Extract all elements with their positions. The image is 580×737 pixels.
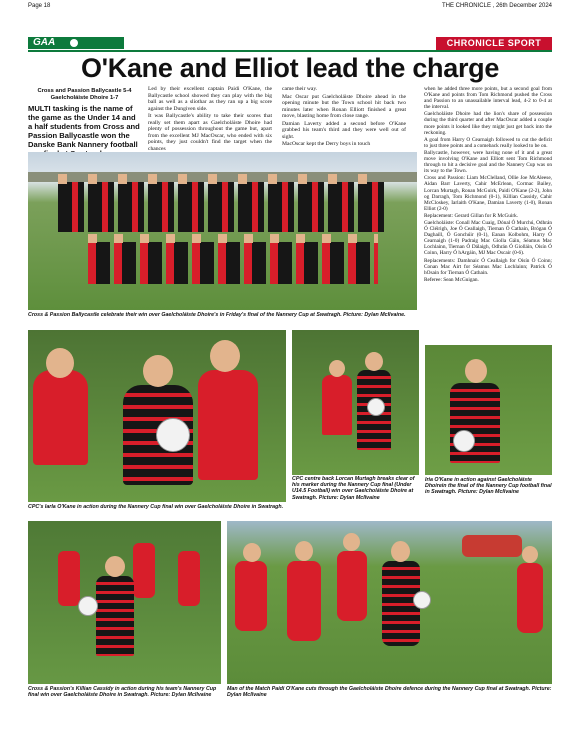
paragraph: Damian Laverty added a second before O'Kane grabbed his team's third and they were well out of sight. <box>282 120 406 140</box>
iarla2-caption: Iria O'Kane in action against Gaelcholáiste Dhoirein the final of the Nannery Cup football final in Swatragh. Picture: Dylan McIlvaine <box>425 477 552 496</box>
player-2 <box>287 561 321 641</box>
result-home: Cross and Passion Ballycastle 5-4 <box>37 88 132 94</box>
player-head <box>210 340 240 372</box>
ball-icon <box>70 39 78 47</box>
lorcan-photo <box>292 330 419 475</box>
page-number: Page 18 <box>28 3 51 9</box>
paragraph: Referee: Sean McGuigan. <box>424 276 479 283</box>
team-faces-back <box>58 174 388 184</box>
player-head <box>46 348 74 378</box>
player-head <box>105 556 125 577</box>
football <box>367 398 385 416</box>
player-head <box>365 352 383 371</box>
paragraph: MacOscar kept the Derry boys in touch <box>282 141 371 147</box>
player-bg <box>133 543 155 598</box>
team-back-row <box>58 182 388 232</box>
team-photo <box>28 152 417 310</box>
player-bg <box>58 551 80 606</box>
player-head <box>243 543 261 562</box>
football <box>453 430 475 452</box>
football <box>78 596 98 616</box>
paper-dateline: THE CHRONICLE , 26th December 2024 <box>441 3 552 9</box>
paragraph: It was Ballycastle's ability to take their scores that really set them apart as Gaelcholáiste Dhoire had plenty of possession throughout the game but, apart from the excellent MJ MacOscar, who ended with six points, they just couldn't find the target when the chances <box>148 113 272 152</box>
player-right <box>198 370 258 480</box>
paragraph: came their way. <box>282 86 318 92</box>
section-label: GAA <box>33 37 56 48</box>
lorcan-caption: CPC centre back Lorcan Murtagh breaks clear of his marker during the Nannery Cup final (Under U14.5 Football) win over Gaelcholáiste Dhoire at Swatragh. Picture: Dylan McIlvaine <box>292 476 415 501</box>
player-main <box>96 576 134 656</box>
player-bg <box>178 551 200 606</box>
player-head <box>295 541 313 561</box>
result-away: Gaelcholáiste Dhoire 1-7 <box>50 94 119 101</box>
paragraph: when he added three more points, but a second goal from O'Kane and points from Tom Richmond pushed the Cross and Passion to an unassailable interval lead, 4-2 to 0-4 at the interval. <box>424 86 552 111</box>
paragraph: Cross and Passion: Liam McClelland, Ollie Joe McAleese, Aidan Barr Laverty, Cahir McErlean, Cormac Bailey, Lorcan Murtagh, Ronan McGuirk, Paidi O'Kane (2-2), John og Darragh, Tom Richmond (0-1), Killian Cassidy, Cahir McCloskey, Iarlaith O'Kane, Damian Laverty (1-0), Ronan Elliot (2-0) <box>424 175 552 212</box>
team-caption: Cross & Passion Ballycastle celebrate their win over Gaelcholáiste Dhoire's in Friday's final of the Nannery Cup at Swatragh. Picture: Dylan McIlvaine. <box>28 312 406 318</box>
car <box>462 535 522 557</box>
brand-badge: CHRONICLE SPORT <box>436 37 552 50</box>
paragraph: Ballycastle, however, were having none of it and a great move involving O'Kane and Elliott sent Tom Richmond through to hit a decisive goal and the Nannery Cup was on its way to the Town. <box>424 149 552 175</box>
article-column-4 <box>424 86 552 284</box>
player-head <box>391 541 410 562</box>
paidi-photo <box>227 521 552 684</box>
player-head <box>143 355 173 387</box>
article-column-2 <box>148 86 272 153</box>
player-head <box>329 360 345 377</box>
iarla2-photo <box>425 345 552 475</box>
intro-paragraph: MULTI tasking is the name of the game as the Under 14 and a half students from Cross and Passion Ballycastle won the Danske Bank Nannery football <box>28 104 140 149</box>
killian-photo <box>28 521 221 684</box>
paragraph: Mac Oscar put Gaelcholáiste Dhoire ahead in the opening minute but the Town school hit back two minutes later when Ronan Elliott finished a great move, blasting home from close range. <box>282 93 406 119</box>
team-front-row <box>88 242 378 284</box>
killian-caption: Cross & Passion's Killian Cassidy in action during his team's Nannery Cup final win over Gaelcholáiste Dhoire in Swatragh. Picture: Dylan McIlvaine <box>28 686 217 699</box>
article-column-3 <box>282 86 406 149</box>
player-3 <box>337 551 367 621</box>
iarla-photo <box>28 330 286 502</box>
player-back <box>322 375 352 435</box>
paidi-caption: Man of the Match Paidi O'Kane cuts through the Gaelcholáiste Dhoire defence during the Nannery Cup final at Swatragh. Picture: Dylan McIlvaine <box>227 686 552 699</box>
paragraph: Gaelcholáiste: Conall Mac Cuaig, Dónal Ó Murchú, Odhrán Ó Cléirigh, Joe Ó Ceallaigh, Tiernan Ó Cathain, Brógan Ó Daghaill, Ó Gonchúir (0-1), Eanan Kolbohm, Harry Ó Cearnaigh (1-0) Padraig Mac Giolla Gáin, Séamus Mac Lochlainn, Tiernan Ó Dálaigh, Odhrán Ó Giolláin, Oisín Ó Coinn, Harry Ó hArgáin, MJ Mac Oscair (0-6). <box>424 219 552 257</box>
player-1 <box>235 561 267 631</box>
player-head <box>343 533 360 551</box>
paragraph: Gaelcholáiste Dhoire had the lion's share of possession during the third quarter and after MacOscar added a couple more points it looked like they might just get back into the reckoning. <box>424 111 552 136</box>
player-left <box>33 370 88 465</box>
paragraph: A goal from Harry O Cearnaigh followed to cut the deficit to just three points and a comeback really looked to be on. <box>424 136 552 149</box>
result-line <box>28 88 141 101</box>
iarla-caption: CPC's Iarla O'Kane in action during the Nannery Cup final win over Gaelcholáiste Dhoire in Swatragh. <box>28 504 284 510</box>
paragraph: Led by their excellent captain Paidi O'Kane, the Ballycastle school showed they can play with the big ball as well as a sliothar as they ran up a big score against the Dungiven side. <box>148 86 272 112</box>
paragraph: Replacement: Gerard Gillan for R McGuirk. <box>424 212 519 219</box>
player-head <box>522 546 538 563</box>
football <box>156 418 190 452</box>
player-head <box>465 359 487 383</box>
football <box>413 591 431 609</box>
team-faces-front <box>88 234 378 243</box>
player <box>450 383 500 463</box>
player-4 <box>517 563 543 633</box>
headline: O'Kane and Elliot lead the charge <box>80 53 500 83</box>
paragraph: Replacements: Damhnaic Ó Ceallaigh for Oisín Ó Coinn; Conan Mac Airt for Séamus Mac Lochlainn; Patrick Ó hOsain for Tiernan Ó Cathain. <box>424 257 552 276</box>
